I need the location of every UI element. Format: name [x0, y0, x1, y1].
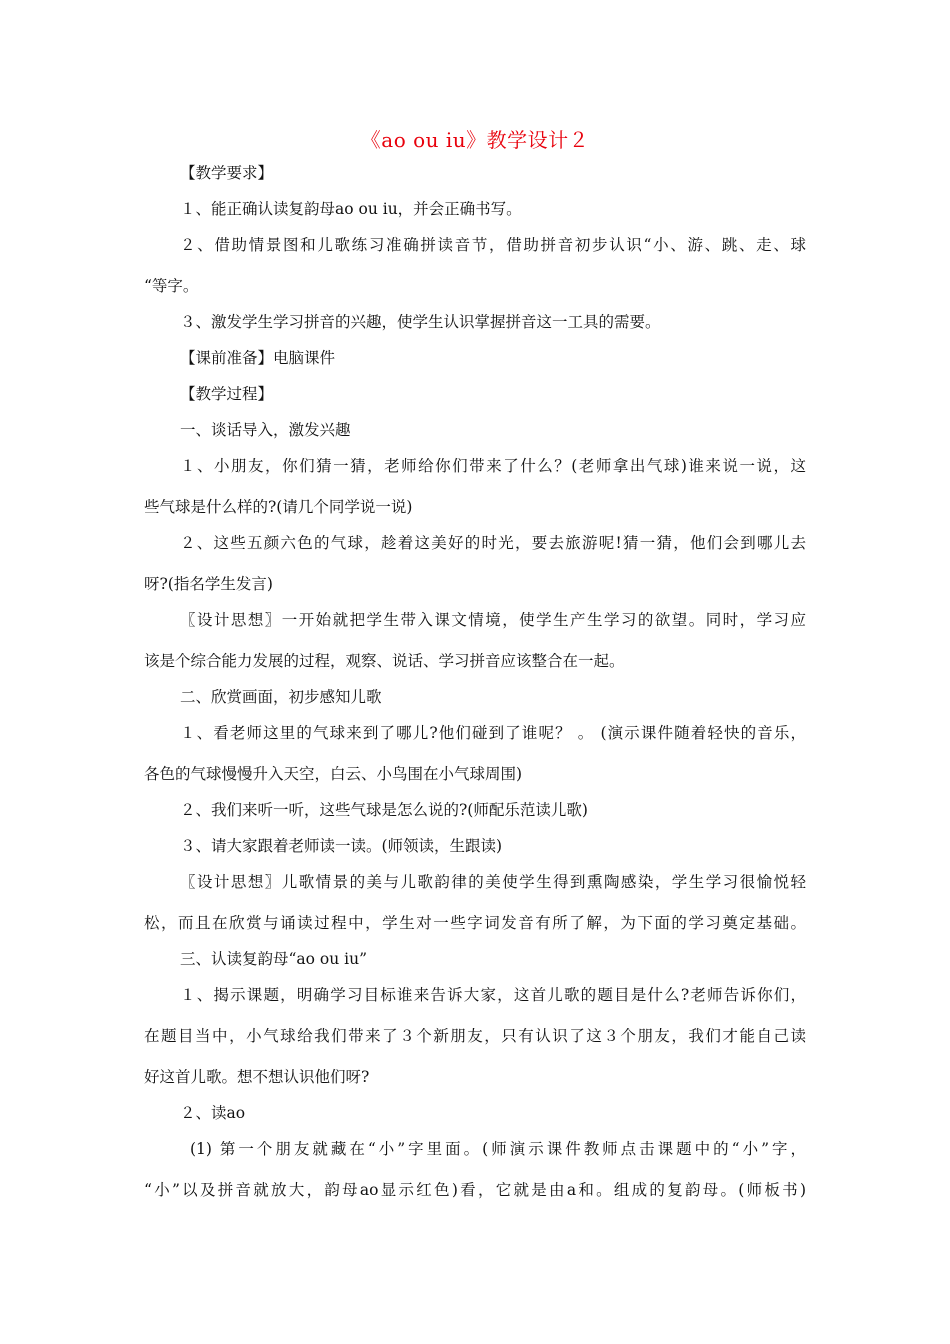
document-title: 《ao ou iu》教学设计２	[360, 128, 590, 152]
paragraph-line: ３、请大家跟着老师读一读。(师领读，生跟读)	[180, 837, 503, 855]
paragraph-line: １、看老师这里的气球来到了哪儿?他们碰到了谁呢？ 。 (演示课件随着轻快的音乐，	[180, 724, 806, 742]
paragraph-line: ２、借助情景图和儿歌练习准确拼读音节，借助拼音初步认识“小、游、跳、走、球	[180, 236, 806, 254]
paragraph-line: (1) 第一个朋友就藏在“小”字里面。(师演示课件教师点击课题中的“小”字，	[190, 1140, 806, 1158]
paragraph-line: １、揭示课题，明确学习目标谁来告诉大家，这首儿歌的题目是什么?老师告诉你们，	[180, 986, 806, 1004]
paragraph-line: ２、这些五颜六色的气球，趁着这美好的时光，要去旅游呢!猜一猜，他们会到哪儿去	[180, 534, 806, 552]
paragraph-line: 各色的气球慢慢升入天空，白云、小鸟围在小气球周围)	[144, 765, 523, 783]
section-heading-preparation: 【课前准备】电脑课件	[180, 349, 336, 367]
paragraph-line: “小”以及拼音就放大，韵母ao显示红色)看，它就是由a和。组成的复韵母。(师板书)	[144, 1181, 806, 1199]
paragraph-line: 好这首儿歌。想不想认识他们呀?	[144, 1068, 370, 1086]
subsection-heading: 二、欣赏画面，初步感知儿歌	[180, 688, 382, 706]
design-note-line: 松，而且在欣赏与诵读过程中，学生对一些字词发音有所了解，为下面的学习奠定基础。	[144, 914, 806, 932]
paragraph-line: 呀?(指名学生发言)	[144, 575, 273, 593]
paragraph-line: ３、激发学生学习拼音的兴趣，使学生认识掌握拼音这一工具的需要。	[180, 313, 661, 331]
paragraph-line: １、小朋友，你们猜一猜，老师给你们带来了什么？(老师拿出气球)谁来说一说，这	[180, 457, 806, 475]
design-note-line: 〖设计思想〗儿歌情景的美与儿歌韵律的美使学生得到熏陶感染，学生学习很愉悦轻	[180, 873, 806, 891]
section-heading-process: 【教学过程】	[180, 385, 274, 403]
paragraph-line: ２、我们来听一听，这些气球是怎么说的?(师配乐范读儿歌)	[180, 801, 588, 819]
paragraph-line: 些气球是什么样的?(请几个同学说一说)	[144, 498, 413, 516]
paragraph-line: ２、读ao	[180, 1104, 246, 1122]
paragraph-line: １、能正确认读复韵母ao ou iu，并会正确书写。	[180, 200, 522, 218]
paragraph-line: “等字。	[144, 277, 199, 295]
design-note-line: 该是个综合能力发展的过程，观察、说话、学习拼音应该整合在一起。	[144, 652, 625, 670]
subsection-heading: 一、谈话导入，激发兴趣	[180, 421, 351, 439]
paragraph-line: 在题目当中，小气球给我们带来了３个新朋友，只有认识了这３个朋友，我们才能自己读	[144, 1027, 806, 1045]
subsection-heading: 三、认读复韵母“ao ou iu”	[180, 950, 368, 968]
section-heading-requirements: 【教学要求】	[180, 164, 274, 182]
design-note-line: 〖设计思想〗一开始就把学生带入课文情境，使学生产生学习的欲望。同时，学习应	[180, 611, 806, 629]
